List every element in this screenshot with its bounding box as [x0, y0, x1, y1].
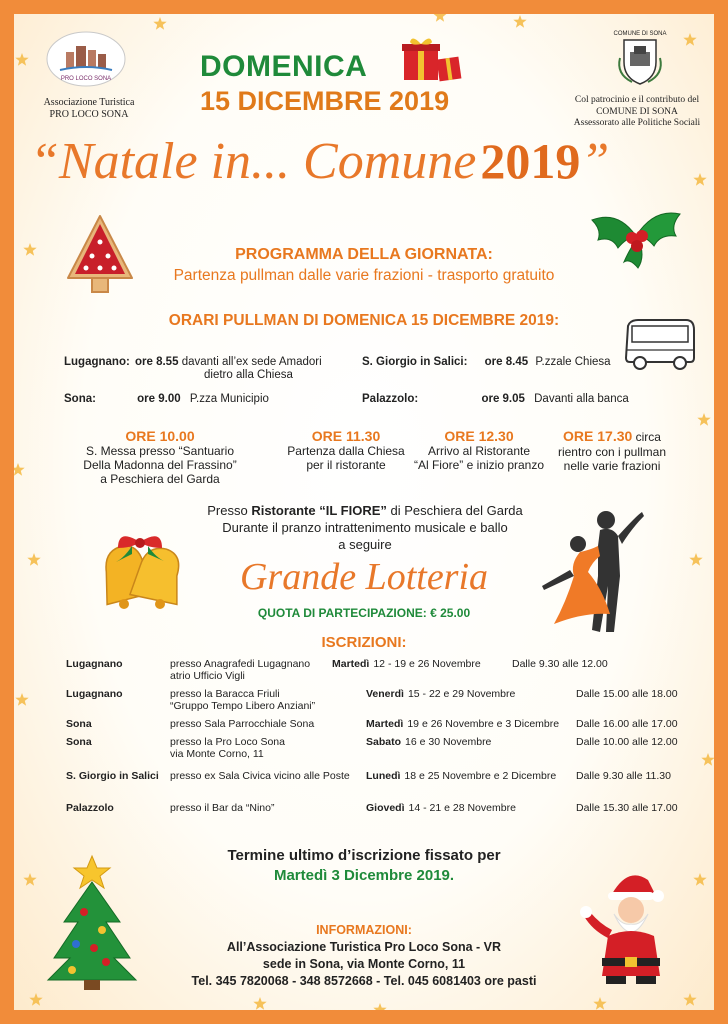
bus-stop-time: ore 8.45 — [484, 356, 529, 368]
iscrizioni-when — [366, 770, 556, 782]
date-full: 15 DICEMBRE 2019 — [200, 86, 450, 116]
star-icon — [717, 929, 727, 938]
schedule-time: ORE 11.30 — [311, 428, 381, 444]
iscrizioni-where-line1: presso il Bar da “Nino” — [170, 802, 275, 814]
star-icon — [121, 1011, 131, 1020]
star-icon — [717, 331, 727, 340]
iscrizioni-place: Lugagnano — [66, 688, 123, 700]
bus-heading: ORARI PULLMAN DI DOMENICA 15 DICEMBRE 2019: — [168, 312, 560, 329]
schedule-time: ORE 12.30 — [444, 428, 514, 444]
iscrizioni-where — [170, 688, 315, 712]
iscrizioni-day: Venerdì — [366, 688, 404, 700]
bus-stop-where: davanti all’ex sede Amadori — [181, 356, 322, 368]
star-icon — [33, 1011, 43, 1020]
star-icon — [517, 1011, 527, 1020]
iscrizioni-where-line2: atrio Ufficio Vigli — [170, 670, 245, 682]
right-line3: Assessorato alle Politiche Sociali — [573, 118, 701, 128]
lottery-quota — [180, 606, 548, 620]
star-icon — [1, 955, 11, 964]
star-icon — [279, 3, 289, 12]
star-icon — [1, 127, 11, 136]
iscrizioni-place: Lugagnano — [66, 658, 123, 670]
star-icon — [59, 3, 69, 12]
iscrizioni-dates: 14 - 21 e 28 Novembre — [408, 802, 516, 814]
star-icon — [1, 265, 11, 274]
info — [150, 922, 578, 990]
star-icon — [1, 357, 11, 366]
title-close-quote: ” — [580, 133, 610, 190]
star-icon — [631, 3, 641, 12]
bus-stop-time: ore 9.00 — [137, 393, 181, 405]
iscrizioni-day: Martedì — [332, 658, 370, 670]
schedule-line2: Della Madonna del Frassino” — [83, 458, 237, 472]
schedule-time: ORE 10.00 — [125, 428, 195, 444]
star-icon — [1, 403, 11, 412]
left-org-line2: PRO LOCO SONA — [49, 109, 129, 120]
star-icon — [473, 1011, 483, 1020]
star-icon — [1, 633, 11, 642]
star-icon — [23, 873, 36, 886]
schedule-line1: rientro con i pullman — [557, 445, 667, 459]
star-icon — [561, 1011, 571, 1020]
star-icon — [693, 873, 706, 886]
bus-icon — [622, 316, 698, 372]
bus-stop-place: S. Giorgio in Salici: — [362, 356, 468, 368]
star-icon — [717, 239, 727, 248]
star-icon — [717, 975, 727, 984]
star-icon — [367, 3, 377, 12]
deadline-line2: Martedì 3 Dicembre 2019. — [273, 867, 455, 884]
star-icon — [235, 3, 245, 12]
gift-icon — [398, 34, 464, 82]
star-icon — [499, 3, 509, 12]
bus-stop-where: P.zzale Chiesa — [535, 356, 611, 368]
star-icon — [429, 1011, 439, 1020]
star-icon — [29, 993, 42, 1006]
star-icon — [587, 3, 597, 12]
iscrizioni-day: Sabato — [366, 736, 402, 748]
star-icon — [1, 495, 11, 504]
restaurant-info — [150, 502, 580, 553]
schedule-line2: per il ristorante — [306, 458, 386, 472]
bus-stop-place: Sona: — [64, 393, 96, 405]
iscrizioni-row — [0, 770, 728, 798]
iscrizioni-place: Sona — [66, 718, 92, 730]
schedule-item-3 — [404, 428, 554, 472]
iscrizioni-hours: Dalle 9.30 alle 11.30 — [576, 770, 671, 782]
iscrizioni-where-line1: presso ex Sala Civica vicino alle Poste — [170, 770, 350, 782]
star-icon — [543, 3, 553, 12]
pro-loco-logo — [46, 30, 126, 88]
bus-stop-where: Davanti alla banca — [534, 393, 629, 405]
star-icon — [15, 53, 28, 66]
iscrizioni-where-line1: presso Sala Parrocchiale Sona — [170, 718, 315, 730]
restaurant-post: di Peschiera del Garda — [390, 503, 523, 518]
star-icon — [1, 449, 11, 458]
iscrizioni-where-line2: “Gruppo Tempo Libero Anziani” — [170, 700, 316, 712]
schedule-line1: Arrivo al Ristorante — [427, 444, 531, 458]
program-subtitle: Partenza pullman dalle varie frazioni - trasporto gratuito — [173, 267, 555, 284]
title-year: 2019 — [480, 133, 581, 189]
star-icon — [593, 997, 606, 1010]
star-icon — [717, 515, 727, 524]
coat-of-arms-icon — [612, 28, 668, 88]
schedule-line1: S. Messa presso “Santuario — [85, 444, 235, 458]
iscrizioni-day: Lunedì — [366, 770, 401, 782]
star-icon — [297, 1011, 307, 1020]
iscrizioni-when — [366, 688, 515, 700]
bus-stop-2 — [362, 356, 632, 369]
star-icon — [341, 1011, 351, 1020]
star-icon — [719, 3, 728, 12]
schedule-line2: “Al Fiore” e inizio pranzo — [413, 458, 545, 472]
star-icon — [717, 147, 727, 156]
iscrizioni-row — [0, 658, 728, 686]
iscrizioni-day: Martedì — [366, 718, 404, 730]
iscrizioni-where — [170, 718, 314, 730]
star-icon — [253, 1011, 263, 1020]
iscrizioni-hours: Dalle 10.00 alle 12.00 — [576, 736, 678, 748]
restaurant-name: Ristorante “IL FIORE” — [251, 503, 387, 518]
star-icon — [1, 219, 11, 228]
star-icon — [191, 3, 201, 12]
restaurant-line3: a seguire — [338, 537, 392, 552]
iscrizioni-where-line1: presso la Baracca Friuli — [170, 688, 280, 700]
quota-value: € 25.00 — [430, 606, 471, 620]
star-icon — [1, 35, 11, 44]
santa-icon — [578, 866, 678, 986]
lottery-title: Grande Lotteria — [239, 556, 489, 598]
title-script: “Natale in... Comune — [30, 133, 477, 190]
right-line2: COMUNE DI SONA — [596, 106, 678, 117]
star-icon — [717, 193, 727, 202]
christmas-tree-icon — [44, 852, 140, 992]
right-line1: Col patrocinio e il contributo del — [574, 95, 700, 105]
bus-stop-where2: dietro alla Chiesa — [204, 369, 293, 381]
star-icon — [513, 15, 526, 28]
bus-stop-where: P.zza Municipio — [189, 393, 269, 405]
iscrizioni-place: Sona — [66, 736, 92, 748]
info-heading: INFORMAZIONI: — [316, 923, 412, 937]
star-icon — [165, 1011, 175, 1020]
iscrizioni-hours: Dalle 16.00 alle 17.00 — [576, 718, 678, 730]
iscrizioni-hours: Dalle 15.30 alle 17.00 — [576, 802, 678, 814]
iscrizioni-when — [366, 802, 516, 814]
star-icon — [15, 3, 25, 12]
star-icon — [697, 413, 710, 426]
info-line2: sede in Sona, via Monte Corno, 11 — [262, 957, 466, 971]
schedule-line3: a Peschiera del Garda — [100, 472, 220, 486]
bus-stop-1 — [64, 356, 364, 382]
iscrizioni-where — [170, 658, 310, 682]
iscrizioni-hours: Dalle 15.00 alle 18.00 — [576, 688, 678, 700]
iscrizioni-dates: 18 e 25 Novembre e 2 Dicembre — [404, 770, 557, 782]
bus-stop-time: ore 8.55 — [135, 356, 179, 368]
iscrizioni-day: Giovedì — [366, 802, 405, 814]
schedule-line1: Partenza dalla Chiesa — [287, 444, 405, 458]
iscrizioni-place: S. Giorgio in Salici — [66, 770, 159, 782]
iscrizioni-row — [0, 688, 728, 716]
bells-icon — [88, 528, 192, 618]
info-line1: All’Associazione Turistica Pro Loco Sona - VR — [226, 940, 502, 954]
iscrizioni-where — [170, 802, 274, 814]
star-icon — [385, 1011, 395, 1020]
star-icon — [411, 3, 421, 12]
star-icon — [717, 469, 727, 478]
star-icon — [1, 587, 11, 596]
iscrizioni-dates: 12 - 19 e 26 Novembre — [373, 658, 481, 670]
quota-label: QUOTA DI PARTECIPAZIONE: — [257, 606, 427, 620]
star-icon — [209, 1011, 219, 1020]
restaurant-line2: Durante il pranzo intrattenimento musicale e ballo — [222, 520, 508, 535]
star-icon — [683, 993, 696, 1006]
schedule-item-4 — [548, 428, 676, 473]
star-icon — [717, 561, 727, 570]
star-icon — [11, 463, 24, 476]
star-icon — [1, 311, 11, 320]
star-icon — [717, 837, 727, 846]
iscrizioni-heading: ISCRIZIONI: — [321, 634, 407, 651]
right-org — [556, 95, 718, 130]
star-icon — [717, 55, 727, 64]
iscrizioni-when — [366, 718, 559, 730]
left-org — [30, 97, 148, 121]
schedule-item-1 — [70, 428, 250, 486]
schedule-line2: nelle varie frazioni — [563, 459, 661, 473]
iscrizioni-dates: 16 e 30 Novembre — [405, 736, 492, 748]
iscrizioni-when — [366, 736, 491, 748]
star-icon — [373, 1003, 386, 1016]
deadline — [150, 846, 578, 886]
star-icon — [1, 81, 11, 90]
schedule-time-suffix: circa — [635, 430, 661, 444]
iscrizioni-row — [0, 802, 728, 830]
iscrizioni-where-line2: via Monte Corno, 11 — [170, 748, 264, 760]
star-icon — [323, 3, 333, 12]
svg-text:PRO LOCO SONA: PRO LOCO SONA — [60, 76, 112, 82]
star-icon — [717, 883, 727, 892]
star-icon — [717, 101, 727, 110]
iscrizioni-dates: 15 - 22 e 29 Novembre — [407, 688, 516, 700]
star-icon — [1, 541, 11, 550]
iscrizioni-when — [332, 658, 481, 670]
left-org-line1: Associazione Turistica — [43, 97, 135, 108]
star-icon — [683, 33, 696, 46]
iscrizioni-dates: 19 e 26 Novembre e 3 Dicembre — [407, 718, 560, 730]
bus-stop-place: Lugagnano: — [64, 356, 130, 368]
deadline-line1: Termine ultimo d’iscrizione fissato per — [227, 847, 501, 864]
iscrizioni-where — [170, 770, 350, 782]
star-icon — [153, 17, 166, 30]
star-icon — [103, 3, 113, 12]
date-day: DOMENICA — [200, 50, 368, 83]
star-icon — [649, 1011, 659, 1020]
info-line3: Tel. 345 7820068 - 348 8572668 - Tel. 045 6081403 ore pasti — [191, 974, 537, 988]
program-heading: PROGRAMMA DELLA GIORNATA: — [235, 246, 493, 263]
star-icon — [1, 863, 11, 872]
star-icon — [693, 1011, 703, 1020]
star-icon — [1, 909, 11, 918]
schedule-time: ORE 17.30 — [563, 428, 633, 444]
star-icon — [717, 377, 727, 386]
star-icon — [689, 553, 702, 566]
star-icon — [717, 423, 727, 432]
star-icon — [605, 1011, 615, 1020]
star-icon — [675, 3, 685, 12]
schedule-item-2 — [276, 428, 416, 472]
dancers-icon — [540, 506, 650, 638]
bus-stop-time: ore 9.05 — [481, 393, 525, 405]
star-icon — [433, 9, 446, 22]
bus-stop-place: Palazzolo: — [362, 393, 419, 405]
star-icon — [23, 243, 36, 256]
bus-stop-3 — [64, 393, 364, 406]
star-icon — [455, 3, 465, 12]
iscrizioni-where-line1: presso la Pro Loco Sona — [170, 736, 285, 748]
star-icon — [77, 1011, 87, 1020]
star-icon — [717, 607, 727, 616]
star-icon — [717, 285, 727, 294]
iscrizioni-place: Palazzolo — [66, 802, 114, 814]
star-icon — [27, 553, 40, 566]
iscrizioni-hours: Dalle 9.30 alle 12.00 — [512, 658, 608, 670]
iscrizioni-row — [0, 736, 728, 764]
star-icon — [1, 173, 11, 182]
main-title — [30, 132, 702, 191]
iscrizioni-where — [170, 736, 285, 760]
iscrizioni-where-line1: presso Anagrafedi Lugagnano — [170, 658, 311, 670]
star-icon — [147, 3, 157, 12]
svg-text:COMUNE DI SONA: COMUNE DI SONA — [613, 31, 667, 37]
bus-stop-4 — [362, 393, 662, 406]
restaurant-pre: Presso — [207, 503, 248, 518]
star-icon — [253, 997, 266, 1010]
